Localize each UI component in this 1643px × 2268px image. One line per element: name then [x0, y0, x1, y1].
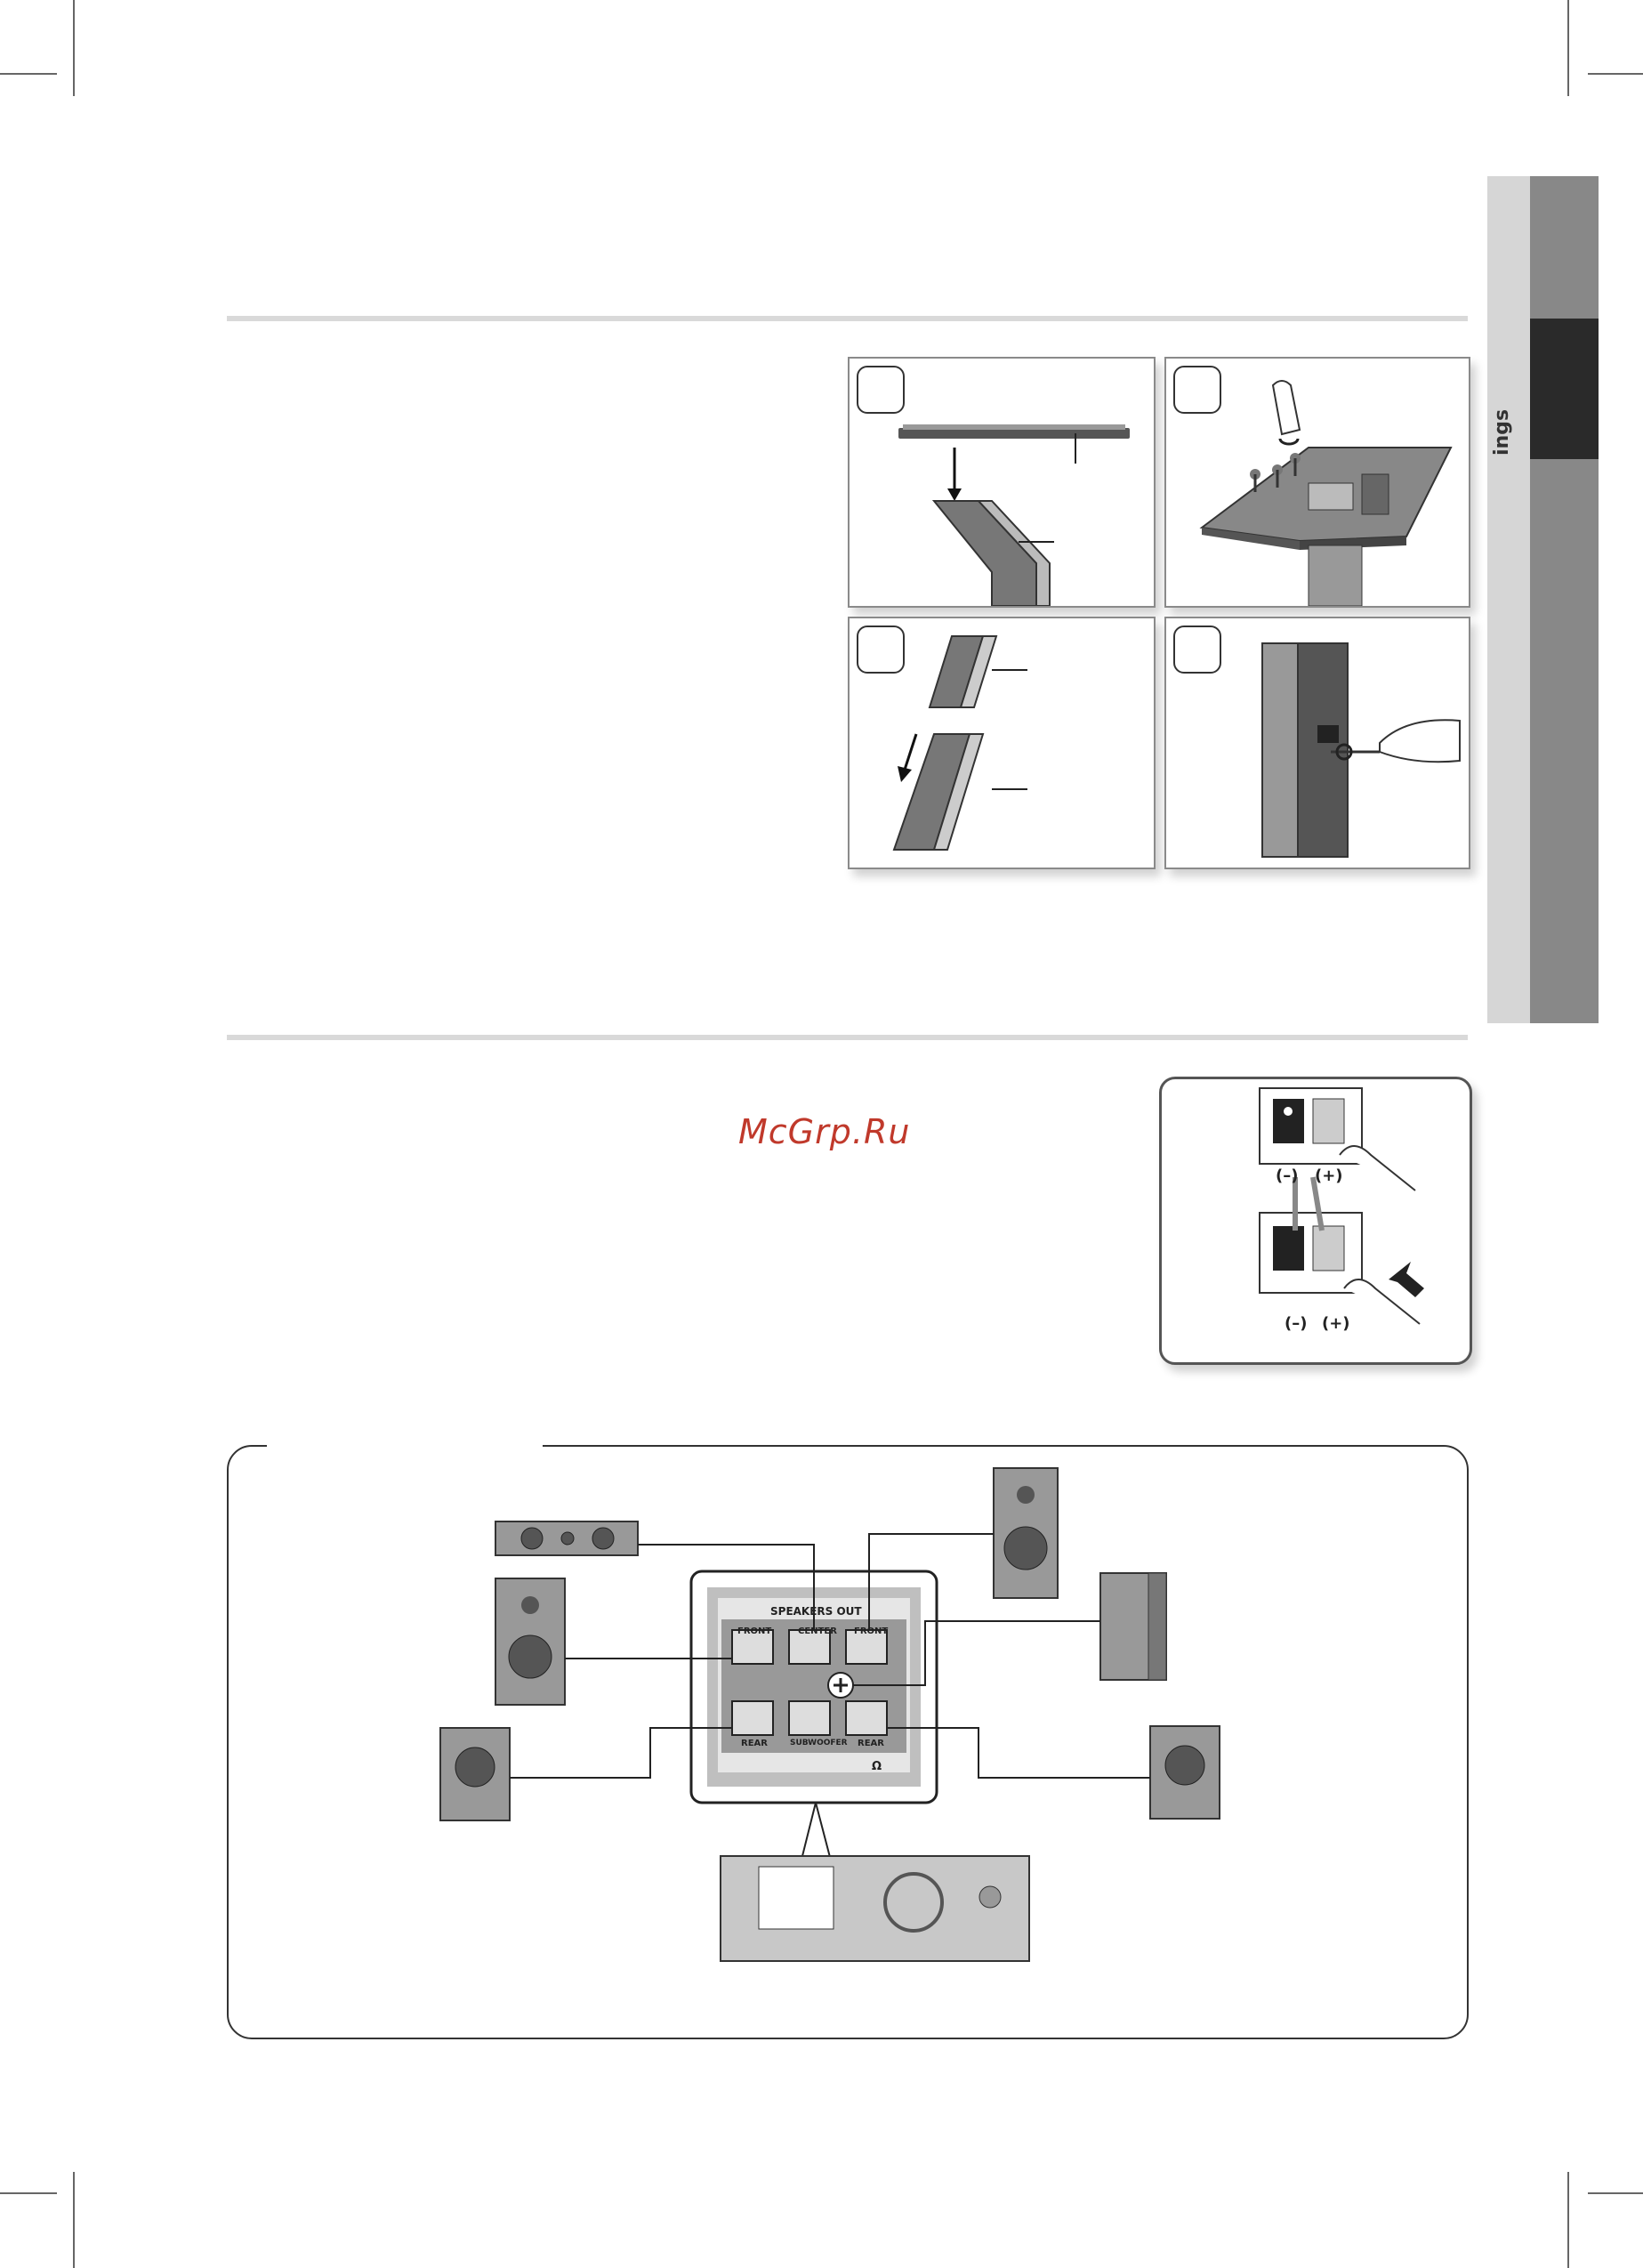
crop-mark-tr-h [1588, 73, 1643, 75]
side-tab-light [1487, 176, 1530, 1023]
terminal-rear-l [846, 1701, 887, 1735]
rear-right-speaker [440, 1728, 510, 1820]
crop-mark-br-h [1588, 2192, 1643, 2194]
label-front-r: FRONT [737, 1626, 772, 1636]
side-tab-active [1530, 319, 1599, 459]
front-right-speaker [495, 1578, 565, 1705]
step-panel-1 [848, 357, 1156, 608]
hand-icon [1273, 381, 1300, 434]
label-front-l: FRONT [854, 1626, 889, 1636]
step-panel-2 [1164, 357, 1470, 608]
speaker-pillar-screw-illustration [1166, 618, 1469, 868]
receiver-back-panel [721, 1856, 1029, 1961]
center-speaker [495, 1521, 638, 1555]
crop-mark-tl-h [0, 73, 57, 75]
terminal-rear-r [732, 1701, 773, 1735]
step-panel-3 [848, 617, 1156, 869]
label-rear-r: REAR [741, 1739, 768, 1748]
label-rear-l: REAR [858, 1739, 884, 1748]
speakers-out-title: SPEAKERS OUT [770, 1605, 862, 1618]
section-rule-top [227, 316, 1468, 321]
terminal-connection-panel [1159, 1077, 1472, 1365]
section-rule-middle [227, 1035, 1468, 1040]
stand-top-screw-illustration [1166, 359, 1469, 606]
step-panel-4 [1164, 617, 1470, 869]
plus-circle-icon [828, 1673, 853, 1698]
arrow-down-icon [905, 734, 916, 770]
terminal-plus-label-bottom: (+) [1322, 1314, 1350, 1333]
crop-mark-br-v [1567, 2172, 1569, 2268]
rear-left-speaker [1150, 1726, 1220, 1819]
terminal-minus-label-bottom: (–) [1285, 1314, 1308, 1333]
hand-icon [1340, 1146, 1415, 1190]
terminal-subwoofer [789, 1701, 830, 1735]
terminal-illustration [1162, 1079, 1470, 1362]
arrow-down-icon [947, 488, 962, 501]
subwoofer-speaker [1100, 1573, 1166, 1680]
side-tab-dark [1530, 176, 1599, 1023]
crop-mark-tl-v [73, 0, 75, 96]
crop-mark-bl-h [0, 2192, 57, 2194]
stand-pillar-illustration [850, 618, 1154, 868]
watermark: McGrp.Ru [738, 1112, 911, 1151]
label-center: CENTER [798, 1626, 837, 1636]
terminal-plus-label-top: (+) [1315, 1166, 1343, 1185]
ohm-icon: Ω [872, 1760, 882, 1773]
hand-icon [1380, 720, 1460, 762]
stand-base-illustration [850, 359, 1154, 606]
front-left-speaker [994, 1468, 1058, 1598]
crop-mark-tr-v [1567, 0, 1569, 96]
side-tab-label: ings [1491, 408, 1513, 456]
label-subwoofer: SUBWOOFER [790, 1739, 848, 1747]
crop-mark-bl-v [73, 2172, 75, 2268]
terminal-minus-label-top: (–) [1276, 1166, 1299, 1185]
